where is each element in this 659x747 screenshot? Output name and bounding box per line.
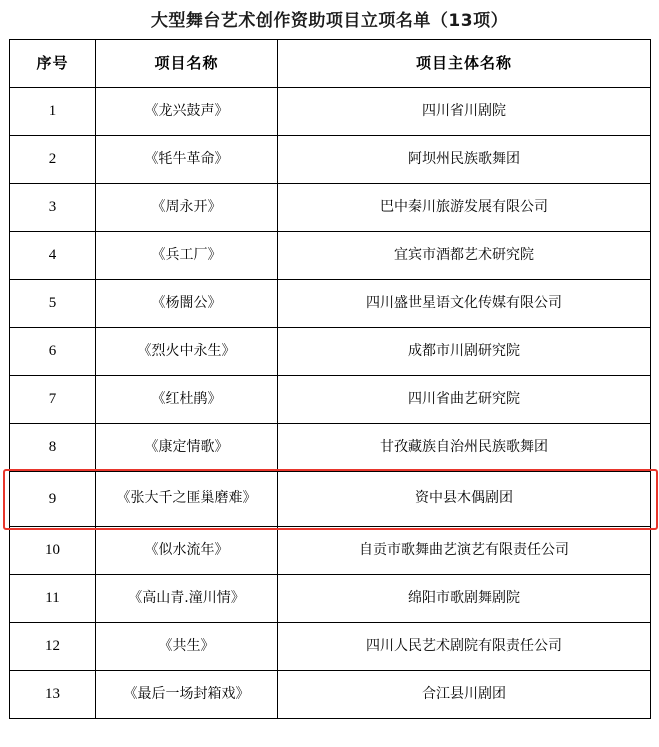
cell-project-name: 《烈火中永生》	[96, 328, 278, 376]
cell-entity-name: 甘孜藏族自治州民族歌舞团	[278, 424, 651, 472]
cell-entity-name: 宜宾市酒都艺术研究院	[278, 232, 651, 280]
cell-project-name: 《高山青.潼川情》	[96, 575, 278, 623]
cell-project-name: 《周永开》	[96, 184, 278, 232]
table-row	[10, 376, 651, 424]
cell-entity-name: 四川省川剧院	[278, 88, 651, 136]
cell-project-name: 《红杜鹃》	[96, 376, 278, 424]
column-header-entity-name: 项目主体名称	[278, 40, 651, 88]
table-header-row	[10, 40, 651, 88]
table-row	[10, 184, 651, 232]
table-row	[10, 136, 651, 184]
cell-project-name: 《兵工厂》	[96, 232, 278, 280]
table-row-highlighted	[10, 472, 651, 527]
table-row	[10, 424, 651, 472]
cell-project-name: 《张大千之匪巢磨难》	[96, 472, 278, 527]
cell-no: 11	[10, 575, 96, 623]
cell-no: 10	[10, 527, 96, 575]
cell-no: 13	[10, 671, 96, 719]
cell-entity-name: 四川人民艺术剧院有限责任公司	[278, 623, 651, 671]
cell-entity-name: 成都市川剧研究院	[278, 328, 651, 376]
cell-project-name: 《龙兴鼓声》	[96, 88, 278, 136]
page-title: 大型舞台艺术创作资助项目立项名单（13项）	[150, 11, 509, 31]
table-row	[10, 527, 651, 575]
cell-entity-name: 阿坝州民族歌舞团	[278, 136, 651, 184]
column-header-project-name: 项目名称	[96, 40, 278, 88]
table-row	[10, 671, 651, 719]
cell-no: 4	[10, 232, 96, 280]
table-container	[0, 39, 659, 719]
table-row	[10, 623, 651, 671]
cell-project-name: 《最后一场封箱戏》	[96, 671, 278, 719]
project-table	[9, 39, 651, 719]
cell-entity-name: 巴中秦川旅游发展有限公司	[278, 184, 651, 232]
cell-no: 5	[10, 280, 96, 328]
cell-entity-name: 四川盛世星语文化传媒有限公司	[278, 280, 651, 328]
cell-no: 1	[10, 88, 96, 136]
cell-no: 7	[10, 376, 96, 424]
cell-no: 6	[10, 328, 96, 376]
table-row	[10, 575, 651, 623]
table-row	[10, 232, 651, 280]
cell-project-name: 《似水流年》	[96, 527, 278, 575]
cell-no: 8	[10, 424, 96, 472]
cell-no: 12	[10, 623, 96, 671]
cell-entity-name: 绵阳市歌剧舞剧院	[278, 575, 651, 623]
table-row	[10, 88, 651, 136]
cell-entity-name: 合江县川剧团	[278, 671, 651, 719]
cell-no: 3	[10, 184, 96, 232]
table-row	[10, 328, 651, 376]
column-header-no: 序号	[10, 40, 96, 88]
cell-no: 9	[10, 472, 96, 527]
cell-project-name: 《杨闇公》	[96, 280, 278, 328]
cell-entity-name: 自贡市歌舞曲艺演艺有限责任公司	[278, 527, 651, 575]
cell-project-name: 《牦牛革命》	[96, 136, 278, 184]
cell-project-name: 《康定情歌》	[96, 424, 278, 472]
cell-entity-name: 四川省曲艺研究院	[278, 376, 651, 424]
cell-project-name: 《共生》	[96, 623, 278, 671]
cell-no: 2	[10, 136, 96, 184]
cell-entity-name: 资中县木偶剧团	[278, 472, 651, 527]
table-row	[10, 280, 651, 328]
